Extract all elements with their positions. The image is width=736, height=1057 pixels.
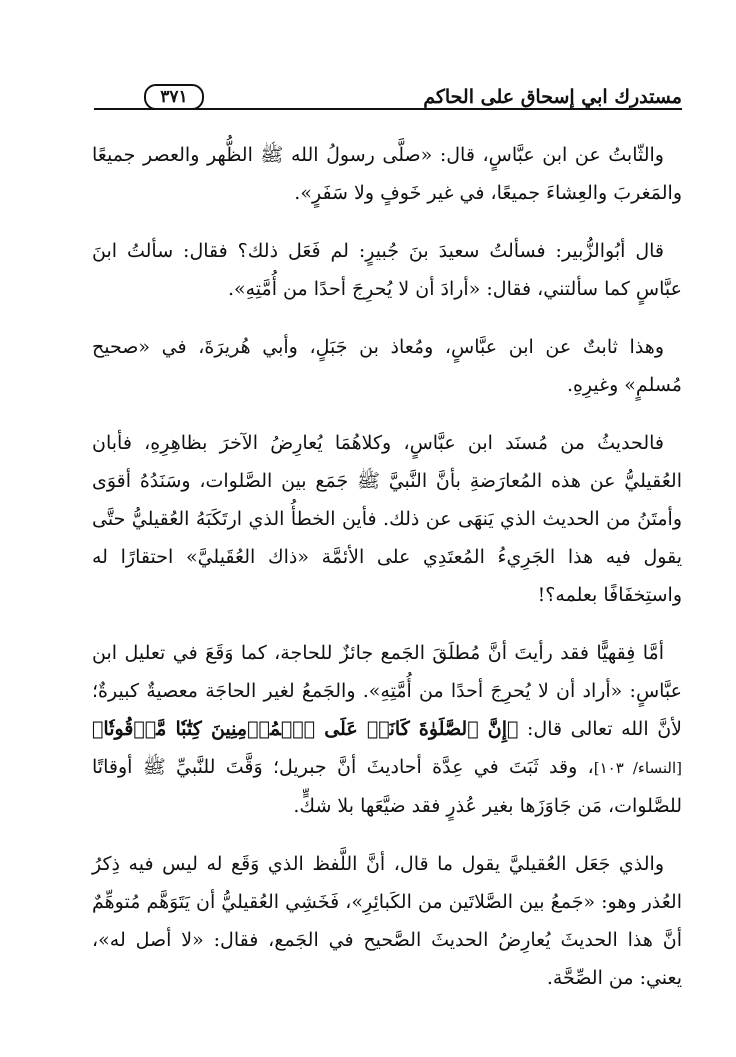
paragraph-6: والذي جَعَل العُقيليَّ يقول ما قال، أنَّ اللَّفظ الذي وَقَع له ليس فيه ذِكرُ العُذر وهو: «جَمعُ بين الصَّلاتَين من الكَبائِرِ»، فَخَشِي العُقيليُّ أن يَتَوَهَّم مُتوهِّمٌ أنَّ هذا الحديثَ يُعارِضُ الحديثَ الصَّحيح في الجَمع، فقال: «لا أصل له»، يعني: من الصِّحَّة. bbox=[92, 853, 682, 989]
paragraph-2: قال أبُوالزُّبير: فسألتُ سعيدَ بنَ جُبيرٍ: لم فَعَل ذلك؟ فقال: سألتُ ابنَ عبَّاسٍ كما سألتني، فقال: «أرادَ أن لا يُحرِجَ أحدًا من أُمَّتِهِ». bbox=[92, 240, 682, 300]
verse-reference: [النساء/ ١٠٣] bbox=[593, 759, 682, 777]
page-body bbox=[92, 136, 682, 1017]
paragraph-3: وهذا ثابتٌ عن ابن عبَّاسٍ، ومُعاذ بن جَبَلٍ، وأبي هُريرَةَ، في «صحيح مُسلمٍ» وغيرِهِ. bbox=[92, 336, 682, 396]
paragraph-5 bbox=[92, 634, 682, 825]
paragraph-5-continuation: ، وقد ثَبَتَ في عِدَّة أحاديثَ أنَّ جبريل؛ وَقَّتَ للنَّبيِّ ﷺ أوقاتًا للصَّلوات، مَن جَاوَزَها بغير عُذرٍ فقد ضيَّعَها بلا شكٍّ. bbox=[92, 756, 682, 817]
paragraph-1: والثّابتُ عن ابن عبَّاسٍ، قال: «صلَّى رسولُ الله ﷺ الظُّهر والعصر جميعًا والمَغربَ والعِشاءَ جميعًا، في غير خَوفٍ ولا سَفَرٍ». bbox=[92, 144, 682, 204]
quran-verse: ﴿إِنَّ ٱلصَّلَوٰةَ كَانَتۡ عَلَى ٱلۡمُؤۡمِنِينَ كِتَٰبٗا مَّوۡقُوتٗا﴾ bbox=[92, 718, 519, 740]
page-header bbox=[94, 84, 682, 114]
running-title: مستدرك ابي إسحاق على الحاكم bbox=[423, 86, 682, 108]
page-number: ٣٧١ bbox=[144, 84, 204, 110]
paragraph-4: فالحديثُ من مُسنَد ابن عبَّاسٍ، وكلاهُمَا يُعارِضُ الآخرَ بظاهِرِهِ، فأبان العُقيليُّ عن هذه المُعارَضةِ بأنَّ النَّبيَّ ﷺ جَمَع بين الصَّلوات، وسَنَدُهُ أقوَى وأمتَنُ من الحديث الذي يَنهَى عن ذلك. فأين الخطأُ الذي ارتَكَبَهُ العُقيليُّ حتَّى يقول فيه هذا الجَرِيءُ المُعتَدِي على الأئمَّة «ذاك العُقَيليَّ» احتقارًا له واستِخفَافًا بعلمه؟! bbox=[92, 432, 682, 606]
paragraph-5-text: أمَّا فِقهيًّا فقد رأيتَ أنَّ مُطلَقَ الجَمع جائزٌ للحاجة، كما وَقَعَ في تعليل ابن عبَّاسٍ: «أراد أن لا يُحرِجَ أحدًا من أُمَّتِهِ». والجَمعُ لغير الحاجَة معصيةٌ كبيرةٌ؛ لأنَّ الله تعالى قال: bbox=[92, 642, 682, 740]
